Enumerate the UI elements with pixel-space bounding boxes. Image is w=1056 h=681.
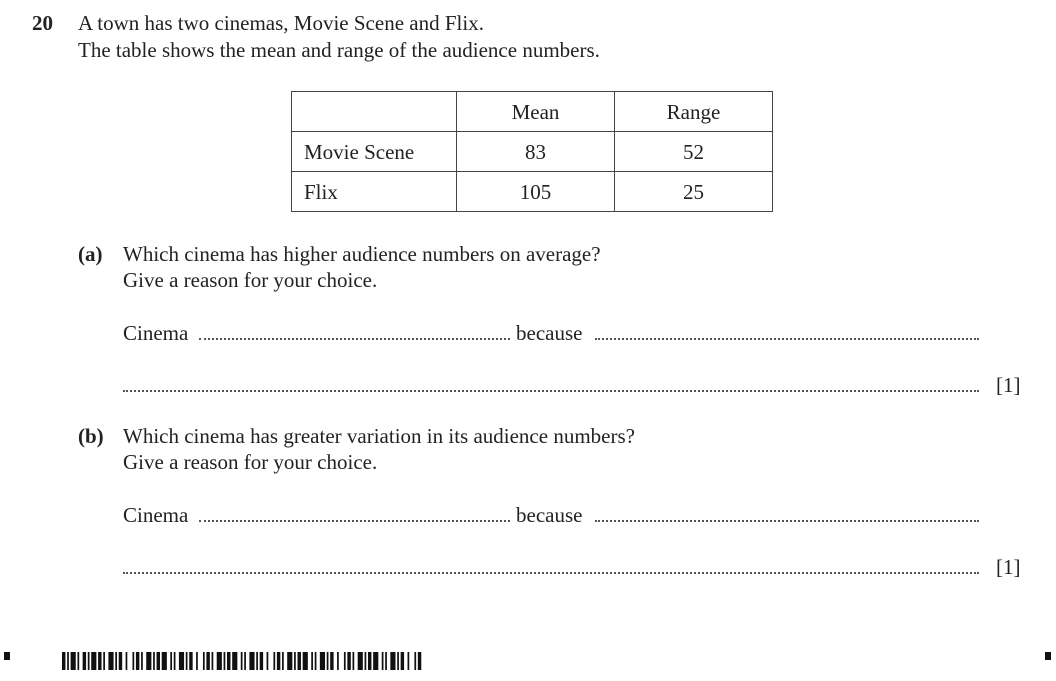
table-cell: 52	[615, 132, 773, 172]
barcode-bar	[67, 652, 69, 670]
table-cell: Flix	[292, 172, 457, 212]
barcode-bar	[224, 652, 226, 670]
barcode-bar	[136, 652, 139, 670]
part-a-because-label: because	[516, 321, 583, 345]
part-b-cinema-answer-line[interactable]	[199, 520, 510, 522]
barcode-bar	[390, 652, 395, 670]
barcode-bar	[88, 652, 90, 670]
barcode-bar	[227, 652, 230, 670]
barcode-bar	[249, 652, 254, 670]
barcode-bar	[179, 652, 184, 670]
part-a-question-line-2: Give a reason for your choice.	[123, 268, 378, 292]
barcode-bar	[77, 652, 79, 670]
part-a-cinema-answer-line[interactable]	[199, 338, 510, 340]
cinema-audience-table	[291, 91, 773, 212]
barcode-bar	[408, 652, 410, 670]
barcode-bar	[330, 652, 333, 670]
barcode-bar	[119, 652, 122, 670]
barcode-bar	[344, 652, 346, 670]
part-b-cinema-label: Cinema	[123, 503, 189, 527]
barcode-bar	[174, 652, 176, 670]
barcode-bar	[232, 652, 237, 670]
barcode-bar	[347, 652, 350, 670]
barcode-bar	[320, 652, 325, 670]
barcode-bar	[126, 652, 128, 670]
question-number: 20	[32, 11, 53, 35]
page-marker-left	[4, 652, 10, 660]
table-row	[292, 132, 773, 172]
barcode-bar	[241, 652, 243, 670]
table-header-cell: Mean	[457, 92, 615, 132]
barcode-bar	[418, 652, 421, 670]
barcode-bar	[98, 652, 101, 670]
barcode-bar	[373, 652, 378, 670]
part-a-question-line-1: Which cinema has higher audience numbers on average?	[123, 242, 601, 266]
page-marker-right	[1045, 652, 1051, 660]
question-intro-line-1: A town has two cinemas, Movie Scene and Flix.	[78, 11, 484, 35]
barcode-bar	[315, 652, 317, 670]
barcode-bar	[83, 652, 86, 670]
barcode-bar	[277, 652, 280, 670]
barcode-bar	[146, 652, 151, 670]
table-header-cell	[292, 92, 457, 132]
barcode-bar	[294, 652, 296, 670]
barcode-bar	[141, 652, 143, 670]
barcode-bar	[132, 652, 134, 670]
part-a-cinema-label: Cinema	[123, 321, 189, 345]
barcode-bar	[303, 652, 308, 670]
barcode-bar	[358, 652, 363, 670]
barcode-bar	[115, 652, 117, 670]
barcode-bar	[397, 652, 399, 670]
part-a-reason-continuation-line[interactable]	[123, 390, 979, 392]
part-b-reason-answer-line[interactable]	[595, 520, 979, 522]
barcode-bar	[157, 652, 160, 670]
barcode-bar	[273, 652, 275, 670]
barcode-bar	[327, 652, 329, 670]
barcode-bar	[217, 652, 222, 670]
barcode-bar	[153, 652, 155, 670]
part-a-marks: [1]	[996, 373, 1021, 397]
barcode-bar	[71, 652, 76, 670]
barcode-bar	[298, 652, 301, 670]
barcode-bar	[203, 652, 205, 670]
barcode-bar	[162, 652, 167, 670]
barcode-bar	[311, 652, 313, 670]
table-row	[292, 172, 773, 212]
table-header-cell: Range	[615, 92, 773, 132]
part-a-reason-answer-line[interactable]	[595, 338, 979, 340]
table-cell: 83	[457, 132, 615, 172]
barcode-bar	[186, 652, 188, 670]
barcode-bar	[212, 652, 214, 670]
part-b-label: (b)	[78, 424, 104, 448]
barcode-bar	[353, 652, 355, 670]
barcode-bar	[365, 652, 367, 670]
barcode-bar	[414, 652, 416, 670]
barcode-bar	[244, 652, 246, 670]
barcode-bar	[287, 652, 292, 670]
part-b-marks: [1]	[996, 555, 1021, 579]
part-b-reason-continuation-line[interactable]	[123, 572, 979, 574]
table-cell: 105	[457, 172, 615, 212]
barcode-bar	[260, 652, 263, 670]
question-intro-line-2: The table shows the mean and range of the audience numbers.	[78, 38, 600, 62]
part-b-because-label: because	[516, 503, 583, 527]
barcode-bar	[91, 652, 96, 670]
barcode-bar	[368, 652, 371, 670]
barcode-bar	[108, 652, 113, 670]
barcode-bar	[103, 652, 105, 670]
barcode-bar	[256, 652, 258, 670]
part-b-question-line-1: Which cinema has greater variation in its audience numbers?	[123, 424, 635, 448]
barcode-bar	[337, 652, 339, 670]
table-cell: 25	[615, 172, 773, 212]
barcode-bar	[267, 652, 269, 670]
table-header-row	[292, 92, 773, 132]
barcode-bar	[189, 652, 192, 670]
barcode-bar	[401, 652, 404, 670]
part-b-question-line-2: Give a reason for your choice.	[123, 450, 378, 474]
barcode-bar	[196, 652, 198, 670]
part-a-label: (a)	[78, 242, 103, 266]
barcode-bar	[62, 652, 65, 670]
table-cell: Movie Scene	[292, 132, 457, 172]
barcode-bar	[385, 652, 387, 670]
barcode-bar	[170, 652, 172, 670]
barcode	[62, 652, 423, 670]
barcode-bar	[382, 652, 384, 670]
barcode-bar	[206, 652, 209, 670]
barcode-bar	[282, 652, 284, 670]
